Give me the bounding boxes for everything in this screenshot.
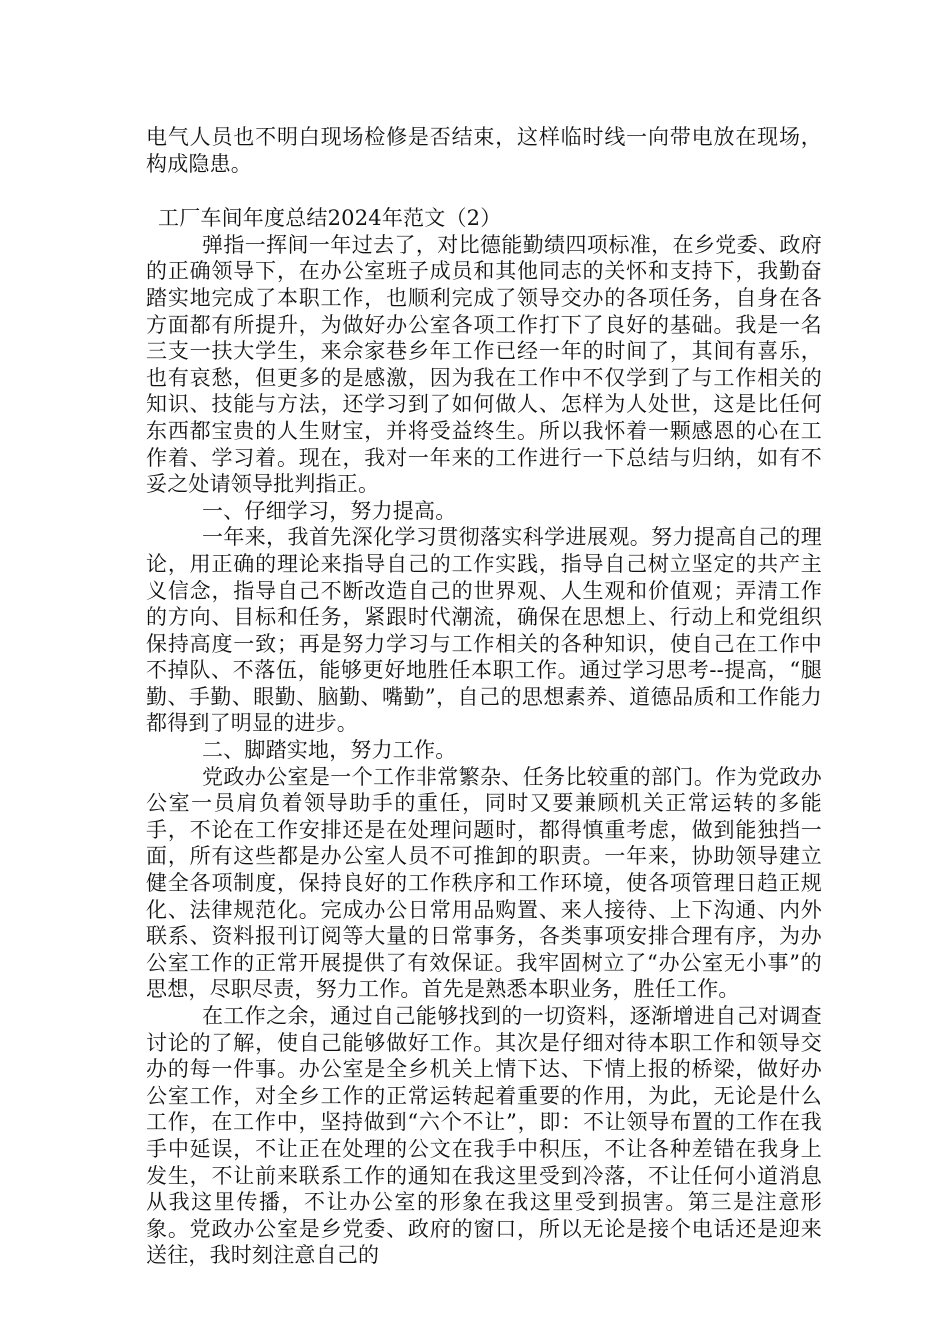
continuation-paragraph: 电气人员也不明白现场检修是否结束，这样临时线一向带电放在现场，构成隐患。 (146, 125, 822, 176)
body-paragraph: 党政办公室是一个工作非常繁杂、任务比较重的部门。作为党政办公室一员肩负着领导助手的重任，同时又要兼顾机关正常运转的多能手，不论在工作安排还是在处理问题时，都得慎重考虑，做到能独挡一面，所有这些都是办公室人员不可推卸的职责。一年来，协助领导建立健全各项制度，保持良好的工作秩序和工作环境，使各项管理日趋正规化、法律规范化。完成办公日常用品购置、来人接待、上下沟通、内外联系、资料报刊订阅等大量的日常事务，各类事项安排合理有序，为办公室工作的正常开展提供了有效保证。我牢固树立了“办公室无小事”的思想，尽职尽责，努力工作。首先是熟悉本职业务，胜任工作。 (146, 764, 822, 1002)
body-paragraph: 在工作之余，通过自己能够找到的一切资料，逐渐增进自己对调查讨论的了解，使自己能够做好工作。其次是仔细对待本职工作和领导交办的每一件事。办公室是全乡机关上情下达、下情上报的桥梁，做好办公室工作，对全乡工作的正常运转起着重要的作用，为此，无论是什么工作，在工作中，坚持做到“六个不让”，即：不让领导布置的工作在我手中延误，不让正在处理的公文在我手中积压，不让各种差错在我身上发生，不让前来联系工作的通知在我这里受到冷落，不让任何小道消息从我这里传播，不让办公室的形象在我这里受到损害。第三是注意形象。党政办公室是乡党委、政府的窗口，所以无论是接个电话还是迎来送往，我时刻注意自己的 (146, 1004, 822, 1268)
section-gap (146, 177, 822, 205)
document-body (146, 124, 822, 1269)
section-heading: 一、仔细学习，努力提高。 (202, 498, 457, 523)
section-heading: 二、脚踏实地，努力工作。 (202, 738, 457, 763)
body-paragraph: 一年来，我首先深化学习贯彻落实科学进展观。努力提高自己的理论，用正确的理论来指导自己的工作实践，指导自己树立坚定的共产主义信念，指导自己不断改造自己的世界观、人生观和价值观；弄清工作的方向、目标和任务，紧跟时代潮流，确保在思想上、行动上和党组织保持高度一致；再是努力学习与工作相关的各种知识，使自己在工作中不掉队、不落伍，能够更好地胜任本职工作。通过学习思考--提高，“腿勤、手勤、眼勤、脑勤、嘴勤”，自己的思想素养、道德品质和工作能力都得到了明显的进步。 (146, 525, 822, 736)
body-paragraph: 弹指一挥间一年过去了，对比德能勤绩四项标准，在乡党委、政府的正确领导下，在办公室班子成员和其他同志的关怀和支持下，我勤奋踏实地完成了本职工作，也顺利完成了领导交办的各项任务，自身在各方面都有所提升，为做好办公室各项工作打下了良好的基础。我是一名三支一扶大学生，来佘家巷乡年工作已经一年的时间了，其间有喜乐，也有哀愁，但更多的是感激，因为我在工作中不仅学到了与工作相关的知识、技能与方法，还学习到了如何做人、怎样为人处世，这是比任何东西都宝贵的人生财宝，并将受益终生。所以我怀着一颗感恩的心在工作着、学习着。现在，我对一年来的工作进行一下总结与归纳，如有不妥之处请领导批判指正。 (146, 232, 822, 497)
document-title: 工厂车间年度总结2024年范文（2） (158, 206, 502, 231)
